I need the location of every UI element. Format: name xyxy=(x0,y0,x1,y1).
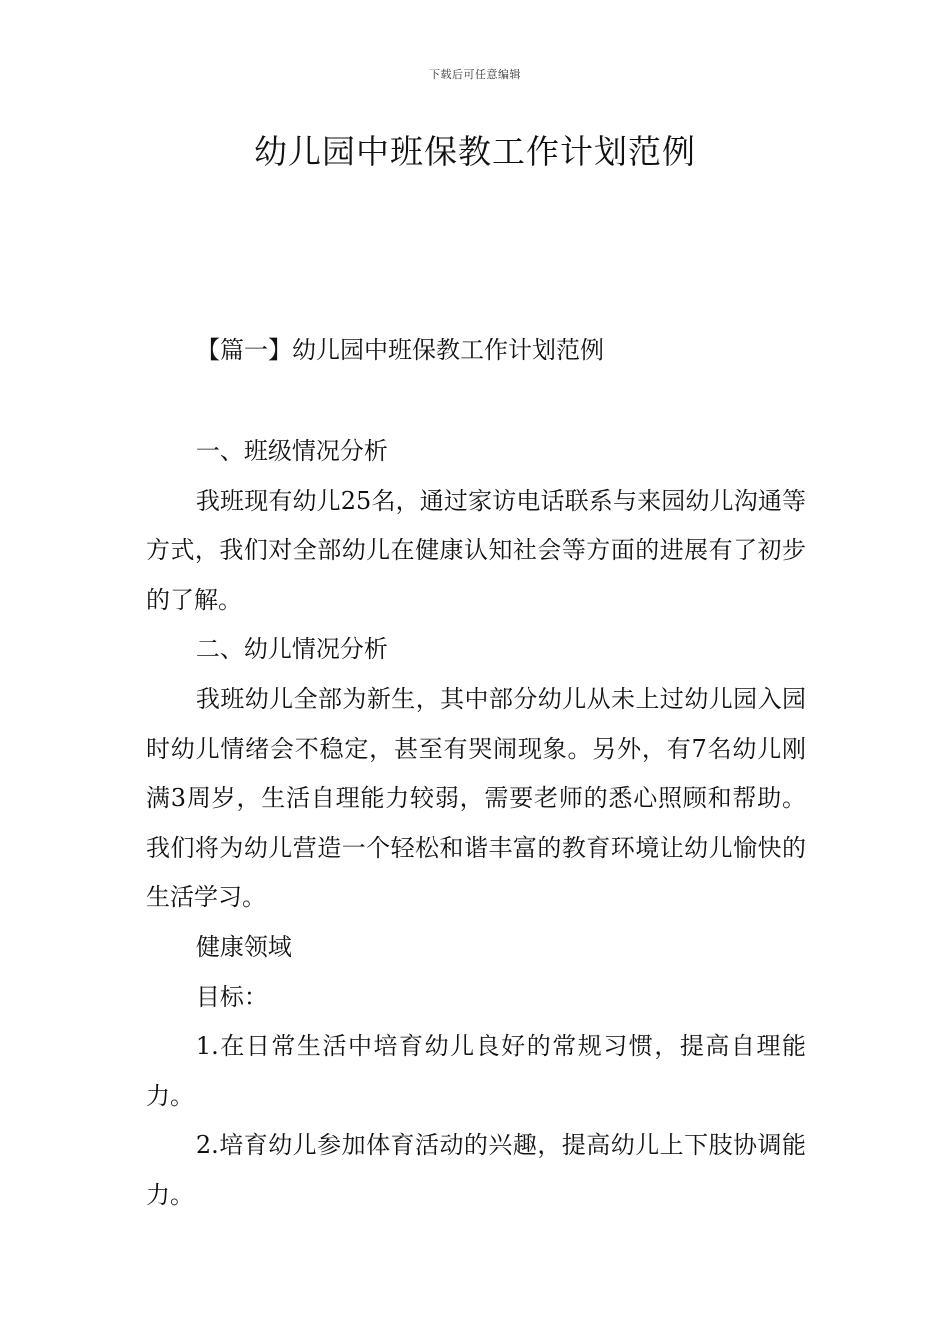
paragraph-class-analysis: 我班现有幼儿25名，通过家访电话联系与来园幼儿沟通等方式，我们对全部幼儿在健康认知社会等方面的进展有了初步的了解。 xyxy=(146,486,806,614)
document-title: 幼儿园中班保教工作计划范例 xyxy=(254,132,696,171)
heading-goals: 目标： xyxy=(195,982,268,1011)
goal-item-2: 2.培育幼儿参加体育活动的兴趣，提高幼儿上下肢协调能力。 xyxy=(146,1131,806,1209)
heading-child-analysis: 二、幼儿情况分析 xyxy=(195,635,388,664)
heading-health-domain: 健康领域 xyxy=(195,932,292,961)
goal-item-1: 1.在日常生活中培育幼儿良好的常规习惯，提高自理能力。 xyxy=(146,1032,806,1110)
document-body xyxy=(146,427,806,1221)
header-note: 下载后可任意编辑 xyxy=(429,68,521,81)
paragraph-child-analysis: 我班幼儿全部为新生，其中部分幼儿从未上过幼儿园入园时幼儿情绪会不稳定，甚至有哭闹现象。另外，有7名幼儿刚满3周岁，生活自理能力较弱，需要老师的悉心照顾和帮助。我们将为幼儿营造一个轻松和谐丰富的教育环境让幼儿愉快的生活学习。 xyxy=(146,684,806,912)
section-heading: 【篇一】幼儿园中班保教工作计划范例 xyxy=(196,336,604,364)
heading-class-analysis: 一、班级情况分析 xyxy=(195,437,388,465)
